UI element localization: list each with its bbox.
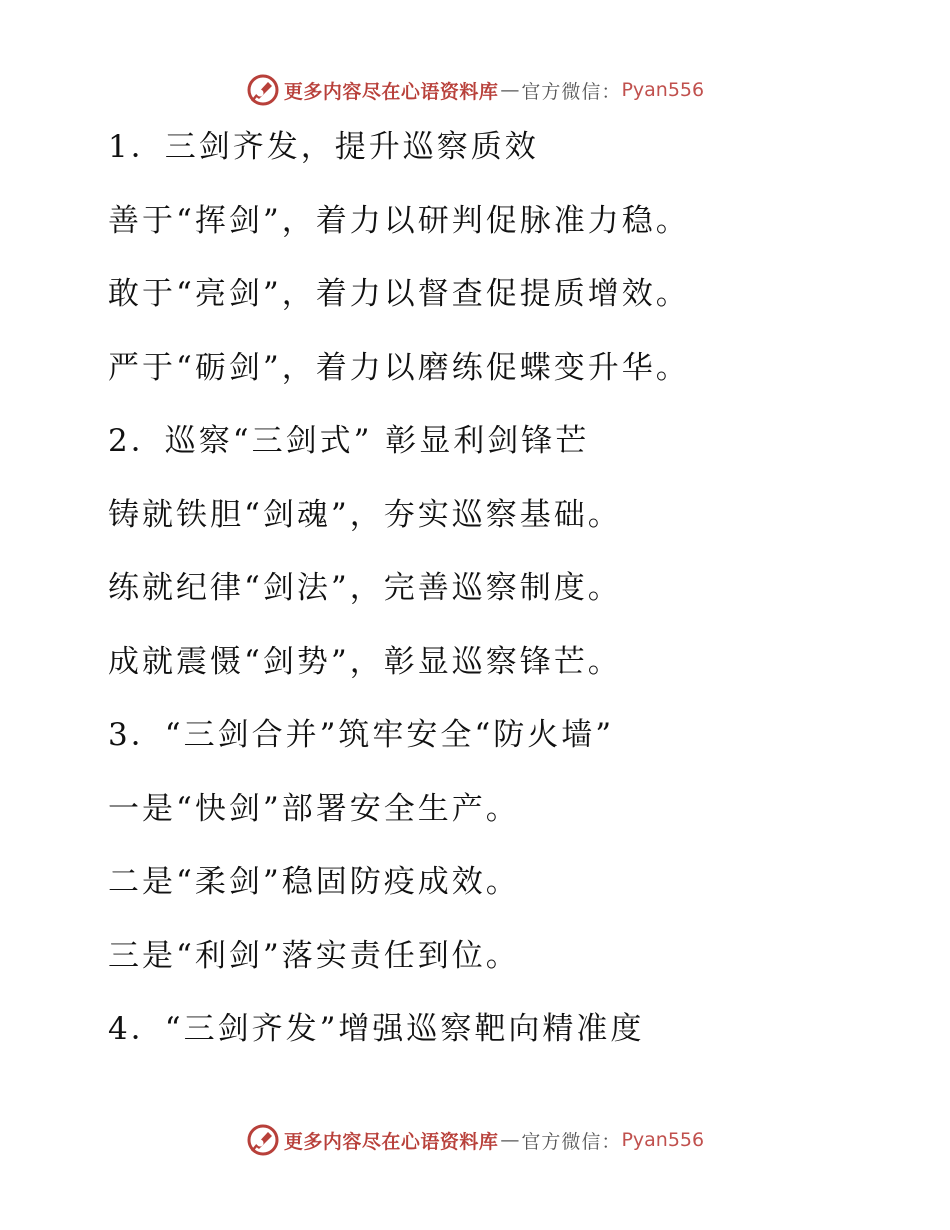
text-line: 一是“快剑”部署安全生产。: [108, 790, 520, 827]
header-slogan: 更多内容尽在心语资料库: [283, 80, 499, 103]
heading-4: 4．“三剑齐发”增强巡察靶向精准度: [108, 1011, 645, 1047]
heading-1: 1．三剑齐发，提升巡察质效: [108, 129, 539, 165]
heading-3: 3．“三剑合并”筑牢安全“防火墙”: [108, 717, 615, 753]
text-line: 二是“柔剑”稳固防疫成效。: [108, 864, 520, 900]
footer-wechat-id: Pyan556: [621, 1129, 705, 1151]
header-wechat-label: 官方微信：: [521, 80, 622, 103]
text-line: 成就震慑“剑势”，彰显巡察锋芒。: [108, 643, 622, 680]
footer-separator: —: [500, 1129, 520, 1151]
heading-2: 2．巡察“三剑式” 彰显利剑锋芒: [108, 423, 590, 459]
footer-banner: [0, 1120, 950, 1160]
header-banner: [0, 70, 950, 110]
text-line: 铸就铁胆“剑魂”，夯实巡察基础。: [108, 496, 622, 533]
text-line: 敢于“亮剑”，着力以督查促提质增效。: [108, 276, 690, 312]
footer-wechat-label: 官方微信：: [521, 1130, 622, 1153]
text-line: 练就纪律“剑法”，完善巡察制度。: [108, 570, 622, 606]
text-line: 善于“挥剑”，着力以研判促脉准力稳。: [108, 202, 690, 239]
logo-icon: [246, 1123, 280, 1157]
logo-icon: [246, 73, 280, 107]
document-body: [108, 122, 908, 1078]
header-separator: —: [500, 79, 520, 101]
footer-slogan: 更多内容尽在心语资料库: [283, 1130, 499, 1153]
text-line: 三是“利剑”落实责任到位。: [108, 937, 520, 974]
header-wechat-id: Pyan556: [621, 79, 705, 101]
text-line: 严于“砺剑”，着力以磨练促蝶变升华。: [108, 349, 690, 386]
